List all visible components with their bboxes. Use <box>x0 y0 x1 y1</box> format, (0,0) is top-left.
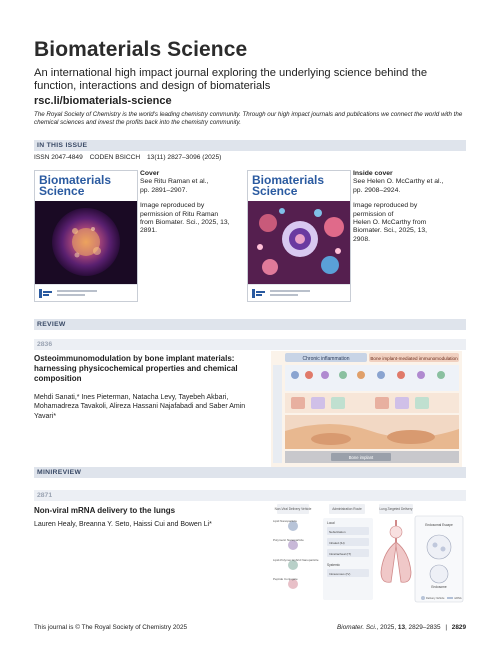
minireview-page-number[interactable]: 2871 <box>37 492 53 499</box>
journal-subtitle: An international high impact journal exploring the underlying science behind the function, interactions and design of biomaterials <box>34 67 428 92</box>
in-this-issue-band <box>34 140 466 151</box>
svg-text:Local: Local <box>327 521 335 525</box>
review-page-band <box>34 339 466 350</box>
front-cover-artwork <box>35 171 137 301</box>
rsc-statement: The Royal Society of Chemistry is the world’s leading chemistry community. Through our high impact journals and publications we connect the world with the chemical sciences and invest the profits back into the chemistry community. <box>34 111 463 126</box>
inside-cover-artwork <box>248 171 350 301</box>
inside-cover-image[interactable] <box>247 170 351 302</box>
immunomodulation-label: Bone implant-mediated immunomodulation <box>370 356 458 361</box>
footer-journal-abbrev: Biomater. Sci. <box>337 624 377 631</box>
mrna-delivery-diagram <box>263 502 466 609</box>
bone-implant-diagram <box>271 351 462 468</box>
svg-text:Systemic: Systemic <box>327 563 340 567</box>
front-cover-caption: Cover See Ritu Raman et al., pp. 2891–2907. Image reproduced by permission of Ritu Raman from Biomater. Sci., 2025, 13, 2891. <box>140 170 240 236</box>
cover-ref-line1: See Ritu Raman et al., <box>140 178 209 186</box>
review-authors: Mehdi Sanati,* Ines Pieterman, Natacha Levy, Tayebeh Akbari, Mohamadreza Tavakoli, Alireza Hassani Najafabadi and Saber Amin Yavari* <box>34 394 246 420</box>
svg-text:Intravenous (IV): Intravenous (IV) <box>329 572 351 576</box>
footer-volume: 13 <box>397 624 405 631</box>
svg-text:Endosome: Endosome <box>431 585 447 589</box>
svg-text:Lipid-Polymer Hybrid Nanoparti: Lipid-Polymer Hybrid Nanoparticle <box>273 558 319 562</box>
review-page-number[interactable]: 2836 <box>37 341 53 348</box>
front-cover-footer <box>35 284 137 301</box>
journal-url[interactable]: rsc.li/biomaterials-science <box>34 95 172 107</box>
front-cover-title: Biomaterials Science <box>39 173 112 198</box>
cover-ref-line2: pp. 2891–2907. <box>140 186 188 194</box>
review-band <box>34 319 466 330</box>
footer-page-number: 2829 <box>451 624 466 631</box>
svg-text:Endosomal Escape: Endosomal Escape <box>425 523 453 527</box>
svg-text:Administration Route: Administration Route <box>332 507 362 511</box>
footer-citation: Biomater. Sci., 2025, 13, 2829–2835 | 2829 <box>337 624 466 631</box>
volume-info: 13(11) 2827–3096 (2025) <box>147 154 222 161</box>
minireview-article-title[interactable]: Non-viral mRNA delivery to the lungs <box>34 506 176 515</box>
minireview-page-band <box>34 490 466 501</box>
review-article-title[interactable]: Osteoimmunomodulation by bone implant materials: harnessing physicochemical properties and chemical composition <box>34 354 238 383</box>
svg-text:Lipid Nanoparticle: Lipid Nanoparticle <box>273 519 298 523</box>
footer-copyright: This journal is © The Royal Society of Chemistry 2025 <box>34 624 188 631</box>
rsc-logo-icon <box>39 289 53 298</box>
minireview-label: MINIREVIEW <box>37 469 82 476</box>
svg-text:mRNA: mRNA <box>454 597 462 600</box>
issue-meta <box>34 154 226 161</box>
bone-implant-label: Bone implant <box>348 455 374 460</box>
issn: ISSN 2047-4849 <box>34 154 83 161</box>
svg-text:Nebulization: Nebulization <box>329 530 346 534</box>
chronic-inflammation-label: Chronic inflammation <box>302 356 350 362</box>
coden: CODEN BSICCH <box>89 154 141 161</box>
cover-heading: Cover <box>140 170 160 177</box>
minireview-graphical-abstract[interactable] <box>263 502 466 609</box>
inside-cover-footer <box>248 284 350 301</box>
minireview-authors: Lauren Healy, Breanna Y. Seto, Haissi Cui and Bowen Li* <box>34 521 212 528</box>
review-label: REVIEW <box>37 321 66 328</box>
rsc-logo-icon <box>252 289 266 298</box>
svg-text:Lung-Targeted Delivery: Lung-Targeted Delivery <box>379 507 413 511</box>
inside-cover-caption: Inside cover See Helen O. McCarthy et al., pp. 2908–2924. Image reproduced by permission of Helen O. McCarthy from Biomater. Sci., 2025, 13, 2908. <box>353 170 468 244</box>
inside-cover-heading: Inside cover <box>353 170 393 177</box>
svg-text:Peptide Conjugate: Peptide Conjugate <box>273 577 298 581</box>
svg-text:Intratracheal (IT): Intratracheal (IT) <box>329 552 352 556</box>
svg-text:Polymeric Nanoparticle: Polymeric Nanoparticle <box>273 538 304 542</box>
front-cover-image[interactable] <box>34 170 138 302</box>
journal-title: Biomaterials Science <box>34 38 248 61</box>
svg-text:Inhaled (IH): Inhaled (IH) <box>329 541 345 545</box>
in-this-issue-label: IN THIS ISSUE <box>37 142 88 149</box>
inside-cover-title: Biomaterials Science <box>252 173 325 198</box>
svg-text:Non-Viral Delivery Vehicle: Non-Viral Delivery Vehicle <box>274 507 312 511</box>
minireview-band <box>34 467 466 478</box>
review-graphical-abstract[interactable] <box>271 351 462 468</box>
svg-text:Delivery Vehicle: Delivery Vehicle <box>426 597 445 600</box>
